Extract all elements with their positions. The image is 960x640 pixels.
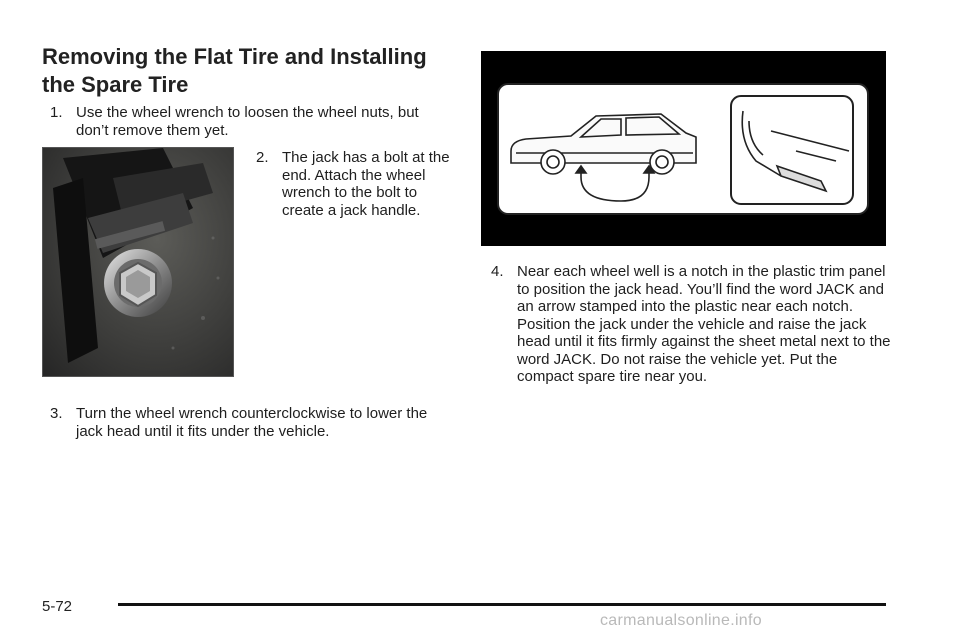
page-number: 5-72 (42, 598, 73, 615)
step-1-text: Use the wheel wrench to loosen the wheel nuts, but don’t remove them yet. (76, 104, 419, 139)
step-1 (50, 104, 455, 139)
step-2 (256, 149, 456, 219)
watermark: carmanualsonline.info (600, 612, 762, 629)
step-4 (491, 263, 891, 386)
step-3 (50, 405, 455, 440)
step-2-text: The jack has a bolt at the end. Attach the wheel wrench to the bolt to create a jack handle. (282, 149, 450, 219)
step-4-number: 4. (491, 263, 504, 280)
footer-divider (118, 603, 886, 606)
step-1-number: 1. (50, 104, 63, 121)
step-4-text: Near each wheel well is a notch in the plastic trim panel to position the jack head. You’ll find the word JACK and an arrow stamped into the plastic near each notch. Position the jack under the vehicle and raise the jack head until it fits firmly against the sheet metal next to the word JACK. Do not raise the vehicle yet. Put the compact spare tire near you. (517, 263, 891, 385)
car-jack-points-illustration (481, 51, 886, 246)
jack-bolt-photo (42, 147, 234, 377)
step-3-number: 3. (50, 405, 63, 422)
section-title: Removing the Flat Tire and Installing the Spare Tire (42, 44, 427, 97)
step-3-text: Turn the wheel wrench counterclockwise to lower the jack head until it fits under the vehicle. (76, 405, 428, 440)
jack-position-diagram (481, 51, 886, 246)
jack-bolt-illustration (43, 148, 233, 376)
step-2-number: 2. (256, 149, 269, 166)
